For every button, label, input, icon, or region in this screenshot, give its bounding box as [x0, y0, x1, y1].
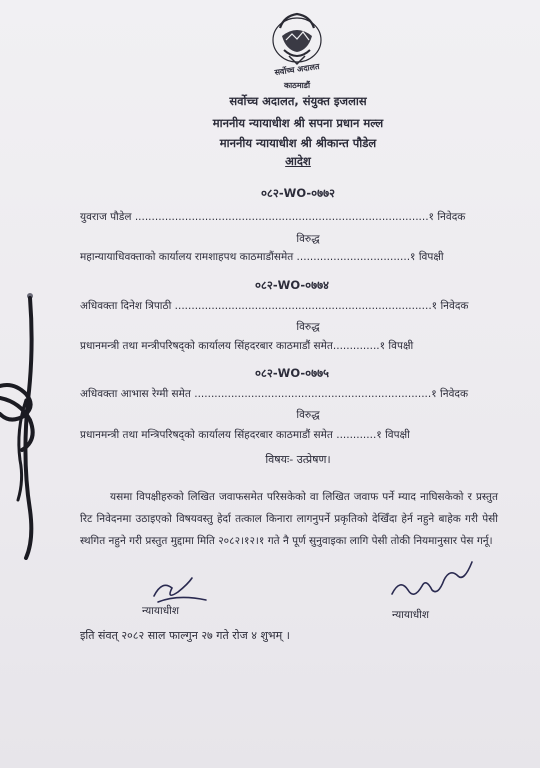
emblem-arc-text: सर्वोच्च अदालत — [273, 61, 321, 78]
order-body: यसमा विपक्षीहरुको लिखित जवाफसमेत परिसकेको वा लिखित जवाफ पर्ने म्याद नाघिसकेको र प्रस्तुत रिट निवेदनमा उठाइएको विषयवस्तु हेर्दा तत्काल किनारा लागनुपर्ने प्रकृतिको देखिँदा हेर्न नहुने बाहेक गरी पेसी स्थगित नहुने गरी प्रस्तुत मुद्दामा मिति २०८२।१२।१ गते नै पूर्ण सुनुवाइका लागि पेसी तोकी नियमानुसार पेस गर्नू। — [80, 491, 498, 547]
judge-2: माननीय न्यायाधीश श्री श्रीकान्त पौडेल — [219, 136, 377, 150]
case-number: ०८२-WO-०७७५ — [254, 366, 330, 380]
case-number: ०८२-WO-०७७२ — [260, 186, 336, 200]
judge-1: माननीय न्यायाधीश श्री सपना प्रधान मल्ल — [212, 116, 384, 130]
order-title: आदेश — [285, 154, 311, 168]
case-petitioner: अधिवक्ता दिनेश त्रिपाठी .............................................................................१ निवेदक — [80, 300, 469, 312]
case-respondent: प्रधानमन्त्री तथा मन्त्रीपरिषद्को कार्यालय सिंहदरबार काठमाडौं समेत..............१ विपक्षी — [80, 340, 414, 352]
case-versus: विरुद्ध — [296, 321, 320, 333]
binding-thread — [0, 290, 46, 560]
court-name: सर्वोच्च अदालत, संयुक्त इजलास — [229, 94, 367, 108]
case-number: ०८२-WO-०७७४ — [254, 278, 330, 292]
case-versus: विरुद्ध — [296, 233, 320, 245]
supreme-court-emblem — [262, 6, 332, 94]
order-subject: विषयः- उत्प्रेषण। — [265, 453, 331, 466]
case-petitioner: युवराज पौडेल ........................................................................................१ निवेदक — [80, 211, 466, 223]
case-petitioner: अधिवक्ता आभास रेग्मी समेत .......................................................................१ निवेदक — [80, 388, 469, 400]
left-signature-label: न्यायाधीश — [142, 605, 180, 617]
case-versus: विरुद्ध — [296, 409, 320, 421]
case-respondent: महान्यायाधिवक्ताको कार्यालय रामशाहपथ काठमाडौंसमेत ..................................१ विपक्षी — [80, 251, 444, 263]
right-signature — [388, 556, 476, 608]
right-signature-label: न्यायाधीश — [392, 609, 430, 621]
order-footer-date: इति संवत् २०८२ साल फाल्गुन २७ गते रोज ४ शुभम् । — [80, 629, 290, 642]
case-respondent: प्रधानमन्त्री तथा मन्त्रिपरिषद्को कार्यालय सिंहदरबार काठमाडौं समेत ............१ विपक्षी — [80, 429, 410, 441]
emblem-bottom-text: काठमाडौं — [283, 81, 311, 90]
